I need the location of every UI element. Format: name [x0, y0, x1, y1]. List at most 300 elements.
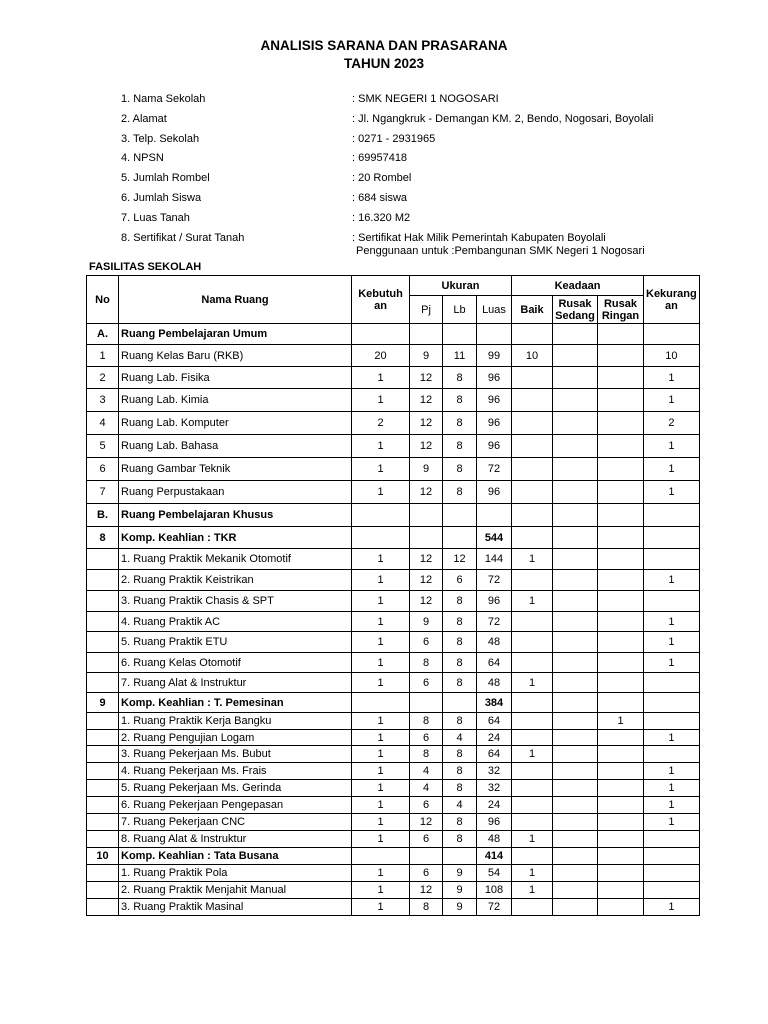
cell-lb [443, 693, 477, 713]
cell-lb: 8 [443, 591, 477, 612]
cell-pj: 12 [410, 882, 443, 899]
cell-baik [512, 780, 553, 797]
cell-nama-ruang: 8. Ruang Alat & Instruktur [119, 831, 352, 848]
header-pj: Pj [410, 296, 443, 324]
cell-luas [477, 504, 512, 527]
cell-lb: 8 [443, 632, 477, 653]
cell-no: 7 [87, 481, 119, 504]
cell-luas: 72 [477, 612, 512, 632]
cell-kebutuhan: 2 [352, 412, 410, 435]
cell-luas: 96 [477, 435, 512, 458]
info-label: 8. Sertifikat / Surat Tanah [121, 231, 245, 244]
cell-pj: 12 [410, 570, 443, 591]
cell-baik: 1 [512, 746, 553, 763]
cell-kekurangan: 1 [644, 814, 700, 831]
cell-rusak-ringan [598, 797, 644, 814]
table-row [87, 848, 700, 865]
cell-kekurangan [644, 527, 700, 549]
cell-baik [512, 458, 553, 481]
cell-kekurangan: 1 [644, 570, 700, 591]
cell-kekurangan [644, 713, 700, 730]
cell-pj: 6 [410, 673, 443, 693]
info-label: 3. Telp. Sekolah [121, 132, 200, 145]
cell-rusak-ringan [598, 389, 644, 412]
cell-nama-ruang: 1. Ruang Praktik Pola [119, 865, 352, 882]
cell-kebutuhan: 1 [352, 763, 410, 780]
cell-kekurangan [644, 746, 700, 763]
header-ukuran: Ukuran [410, 276, 512, 296]
cell-no [87, 570, 119, 591]
table-row [87, 527, 700, 549]
cell-rusak-ringan [598, 848, 644, 865]
cell-nama-ruang: 5. Ruang Praktik ETU [119, 632, 352, 653]
cell-nama-ruang: 1. Ruang Praktik Kerja Bangku [119, 713, 352, 730]
cell-rusak-ringan [598, 324, 644, 345]
cell-baik [512, 814, 553, 831]
cell-pj: 6 [410, 797, 443, 814]
info-value: : 20 Rombel [352, 172, 412, 185]
cell-kekurangan: 1 [644, 899, 700, 916]
cell-rusak-ringan [598, 780, 644, 797]
cell-pj: 9 [410, 458, 443, 481]
cell-kebutuhan: 1 [352, 865, 410, 882]
cell-rusak-ringan [598, 345, 644, 367]
cell-pj [410, 527, 443, 549]
cell-rusak-ringan [598, 746, 644, 763]
cell-baik [512, 367, 553, 389]
cell-pj: 12 [410, 549, 443, 570]
cell-nama-ruang: Komp. Keahlian : T. Pemesinan [119, 693, 352, 713]
table-row [87, 814, 700, 831]
header-rusak-ringan [598, 296, 644, 324]
header-lb: Lb [443, 296, 477, 324]
cell-nama-ruang: 3. Ruang Pekerjaan Ms. Bubut [119, 746, 352, 763]
cell-luas: 96 [477, 412, 512, 435]
table-row [87, 345, 700, 367]
cell-baik: 1 [512, 591, 553, 612]
table-row [87, 797, 700, 814]
cell-rusak-sedang [553, 814, 598, 831]
cell-baik [512, 570, 553, 591]
cell-rusak-sedang [553, 389, 598, 412]
cell-no [87, 797, 119, 814]
cell-lb: 6 [443, 570, 477, 591]
cell-no [87, 882, 119, 899]
cell-rusak-sedang [553, 713, 598, 730]
header-luas: Luas [477, 296, 512, 324]
cell-rusak-sedang [553, 458, 598, 481]
cell-lb: 8 [443, 653, 477, 673]
cell-kebutuhan [352, 504, 410, 527]
cell-baik: 1 [512, 831, 553, 848]
cell-luas: 108 [477, 882, 512, 899]
cell-rusak-sedang [553, 746, 598, 763]
cell-kebutuhan: 1 [352, 673, 410, 693]
cell-rusak-ringan [598, 367, 644, 389]
cell-no [87, 612, 119, 632]
cell-no [87, 591, 119, 612]
cell-pj: 4 [410, 780, 443, 797]
cell-rusak-sedang [553, 345, 598, 367]
cell-kekurangan: 1 [644, 389, 700, 412]
cell-lb [443, 504, 477, 527]
cell-rusak-sedang [553, 570, 598, 591]
table-row [87, 780, 700, 797]
cell-baik [512, 848, 553, 865]
cell-no [87, 763, 119, 780]
cell-rusak-ringan [598, 412, 644, 435]
cell-kebutuhan: 20 [352, 345, 410, 367]
cell-pj: 12 [410, 435, 443, 458]
cell-lb: 8 [443, 389, 477, 412]
cell-lb: 8 [443, 831, 477, 848]
table-row [87, 591, 700, 612]
cell-pj: 12 [410, 481, 443, 504]
cell-nama-ruang: Ruang Lab. Fisika [119, 367, 352, 389]
cell-baik [512, 713, 553, 730]
cell-rusak-sedang [553, 324, 598, 345]
cell-lb [443, 324, 477, 345]
cell-luas: 96 [477, 814, 512, 831]
cell-no: 2 [87, 367, 119, 389]
cell-rusak-sedang [553, 673, 598, 693]
cell-kebutuhan: 1 [352, 713, 410, 730]
cell-luas: 24 [477, 730, 512, 746]
cell-rusak-sedang [553, 780, 598, 797]
cell-no: 1 [87, 345, 119, 367]
table-row [87, 713, 700, 730]
cell-no: 9 [87, 693, 119, 713]
cell-kebutuhan: 1 [352, 632, 410, 653]
cell-luas: 64 [477, 653, 512, 673]
table-row [87, 831, 700, 848]
document-year: TAHUN 2023 [343, 56, 425, 71]
cell-rusak-ringan [598, 673, 644, 693]
cell-luas: 72 [477, 899, 512, 916]
table-row [87, 632, 700, 653]
cell-rusak-sedang [553, 549, 598, 570]
cell-lb: 12 [443, 549, 477, 570]
cell-kebutuhan: 1 [352, 899, 410, 916]
cell-rusak-ringan [598, 653, 644, 673]
table-row [87, 367, 700, 389]
cell-baik [512, 693, 553, 713]
header-kekurangan-line1: Kekurang [646, 287, 697, 300]
info-value: : 684 siswa [352, 191, 408, 204]
cell-kebutuhan [352, 848, 410, 865]
cell-no [87, 730, 119, 746]
cell-nama-ruang: Ruang Kelas Baru (RKB) [119, 345, 352, 367]
cell-kebutuhan: 1 [352, 481, 410, 504]
info-label: 1. Nama Sekolah [121, 93, 206, 105]
cell-nama-ruang: Ruang Gambar Teknik [119, 458, 352, 481]
cell-baik [512, 504, 553, 527]
cell-rusak-sedang [553, 730, 598, 746]
cell-kebutuhan: 1 [352, 435, 410, 458]
cell-rusak-ringan [598, 527, 644, 549]
cell-kekurangan [644, 693, 700, 713]
cell-luas: 32 [477, 763, 512, 780]
header-keadaan: Keadaan [512, 276, 644, 296]
cell-luas: 99 [477, 345, 512, 367]
facilities-table [86, 275, 700, 916]
facilities-table-body [87, 324, 700, 916]
cell-nama-ruang: 2. Ruang Praktik Keistrikan [119, 570, 352, 591]
cell-no: 5 [87, 435, 119, 458]
cell-pj [410, 693, 443, 713]
table-row [87, 389, 700, 412]
cell-baik [512, 389, 553, 412]
table-row [87, 865, 700, 882]
cell-rusak-ringan [598, 481, 644, 504]
info-value: : 69957418 [352, 152, 408, 165]
cell-pj: 8 [410, 899, 443, 916]
cell-pj: 8 [410, 653, 443, 673]
cell-baik: 1 [512, 549, 553, 570]
cell-kebutuhan: 1 [352, 746, 410, 763]
cell-rusak-sedang [553, 653, 598, 673]
table-row [87, 899, 700, 916]
table-row [87, 481, 700, 504]
cell-no [87, 831, 119, 848]
info-label: 2. Alamat [121, 112, 167, 125]
cell-nama-ruang: Ruang Perpustakaan [119, 481, 352, 504]
cell-kekurangan: 1 [644, 481, 700, 504]
cell-nama-ruang: Ruang Pembelajaran Umum [119, 324, 352, 345]
cell-luas: 48 [477, 673, 512, 693]
cell-lb: 9 [443, 899, 477, 916]
info-value: : Jl. Ngangkruk - Demangan KM. 2, Bendo, Nogosari, Boyolali [352, 112, 654, 125]
info-value: : SMK NEGERI 1 NOGOSARI [352, 93, 499, 105]
cell-lb: 8 [443, 780, 477, 797]
cell-kekurangan [644, 504, 700, 527]
cell-rusak-ringan [598, 814, 644, 831]
cell-rusak-ringan [598, 882, 644, 899]
document-title: ANALISIS SARANA DAN PRASARANA [260, 38, 508, 53]
cell-nama-ruang: Ruang Lab. Kimia [119, 389, 352, 412]
header-kebutuhan-line2: an [374, 299, 387, 312]
cell-lb: 8 [443, 412, 477, 435]
cell-rusak-ringan [598, 435, 644, 458]
cell-luas: 64 [477, 713, 512, 730]
cell-no: B. [87, 504, 119, 527]
cell-rusak-sedang [553, 882, 598, 899]
table-row [87, 570, 700, 591]
cell-lb: 8 [443, 713, 477, 730]
school-info [121, 93, 721, 257]
cell-pj: 12 [410, 814, 443, 831]
cell-pj: 6 [410, 730, 443, 746]
info-row [121, 93, 721, 113]
cell-rusak-sedang [553, 591, 598, 612]
table-row [87, 324, 700, 345]
header-no: No [87, 276, 119, 324]
cell-rusak-ringan [598, 570, 644, 591]
cell-lb: 4 [443, 797, 477, 814]
header-rusak-ringan-line1: Rusak [603, 297, 638, 310]
cell-pj [410, 324, 443, 345]
cell-rusak-sedang [553, 763, 598, 780]
info-row [121, 212, 721, 232]
cell-luas: 544 [477, 527, 512, 549]
cell-no [87, 673, 119, 693]
cell-kebutuhan: 1 [352, 780, 410, 797]
cell-kekurangan: 1 [644, 780, 700, 797]
cell-no: 10 [87, 848, 119, 865]
table-row [87, 693, 700, 713]
cell-luas: 96 [477, 591, 512, 612]
cell-kebutuhan: 1 [352, 591, 410, 612]
cell-kekurangan [644, 882, 700, 899]
cell-pj: 12 [410, 591, 443, 612]
cell-lb: 8 [443, 763, 477, 780]
header-kebutuhan-line1: Kebutuh [358, 287, 403, 300]
cell-rusak-sedang [553, 831, 598, 848]
info-value: : 0271 - 2931965 [352, 132, 436, 145]
cell-baik [512, 899, 553, 916]
cell-nama-ruang: 4. Ruang Pekerjaan Ms. Frais [119, 763, 352, 780]
cell-kebutuhan: 1 [352, 389, 410, 412]
cell-nama-ruang: 6. Ruang Pekerjaan Pengepasan [119, 797, 352, 814]
table-row [87, 653, 700, 673]
cell-kekurangan: 1 [644, 367, 700, 389]
info-row [121, 231, 721, 257]
cell-baik [512, 632, 553, 653]
cell-nama-ruang: Komp. Keahlian : Tata Busana [119, 848, 352, 865]
cell-kebutuhan: 1 [352, 797, 410, 814]
cell-kekurangan: 10 [644, 345, 700, 367]
cell-lb [443, 848, 477, 865]
cell-luas [477, 324, 512, 345]
info-value: : 16.320 M2 [352, 211, 411, 224]
cell-rusak-ringan [598, 458, 644, 481]
cell-rusak-sedang [553, 435, 598, 458]
cell-luas: 72 [477, 458, 512, 481]
cell-rusak-ringan [598, 763, 644, 780]
cell-luas: 48 [477, 831, 512, 848]
cell-no [87, 814, 119, 831]
info-value: : Sertifikat Hak Milik Pemerintah Kabupaten Boyolali [352, 231, 606, 244]
cell-lb: 9 [443, 865, 477, 882]
cell-baik [512, 730, 553, 746]
cell-luas: 54 [477, 865, 512, 882]
cell-kekurangan [644, 591, 700, 612]
cell-rusak-ringan [598, 865, 644, 882]
info-row [121, 172, 721, 192]
table-row [87, 435, 700, 458]
cell-kekurangan [644, 549, 700, 570]
cell-kebutuhan: 1 [352, 653, 410, 673]
table-row [87, 504, 700, 527]
cell-nama-ruang: 3. Ruang Praktik Masinal [119, 899, 352, 916]
cell-kebutuhan: 1 [352, 612, 410, 632]
info-label: 5. Jumlah Rombel [121, 172, 210, 185]
cell-luas: 144 [477, 549, 512, 570]
cell-baik [512, 481, 553, 504]
cell-no: 4 [87, 412, 119, 435]
cell-kebutuhan: 1 [352, 549, 410, 570]
cell-no [87, 713, 119, 730]
cell-lb: 11 [443, 345, 477, 367]
info-row [121, 152, 721, 172]
header-rusak-sedang [553, 296, 598, 324]
header-baik: Baik [512, 296, 553, 324]
cell-rusak-sedang [553, 693, 598, 713]
cell-lb: 8 [443, 612, 477, 632]
cell-pj [410, 848, 443, 865]
cell-nama-ruang: 5. Ruang Pekerjaan Ms. Gerinda [119, 780, 352, 797]
cell-luas: 96 [477, 389, 512, 412]
cell-kebutuhan: 1 [352, 730, 410, 746]
cell-pj: 12 [410, 367, 443, 389]
info-label: 6. Jumlah Siswa [121, 191, 202, 204]
cell-baik [512, 412, 553, 435]
info-value-continuation: Penggunaan untuk :Pembangunan SMK Negeri 1 Nogosari [356, 244, 645, 257]
header-rusak-ringan-line2: Ringan [601, 309, 640, 322]
cell-luas: 24 [477, 797, 512, 814]
cell-baik [512, 324, 553, 345]
cell-lb: 8 [443, 458, 477, 481]
cell-baik [512, 763, 553, 780]
cell-luas: 414 [477, 848, 512, 865]
cell-nama-ruang: 1. Ruang Praktik Mekanik Otomotif [119, 549, 352, 570]
table-row [87, 412, 700, 435]
cell-rusak-sedang [553, 612, 598, 632]
cell-no [87, 865, 119, 882]
header-kekurangan-line2: an [664, 299, 678, 312]
cell-pj: 4 [410, 763, 443, 780]
cell-rusak-ringan [598, 730, 644, 746]
cell-baik [512, 435, 553, 458]
cell-no [87, 780, 119, 797]
table-row [87, 612, 700, 632]
cell-rusak-sedang [553, 797, 598, 814]
cell-lb: 8 [443, 746, 477, 763]
cell-luas: 64 [477, 746, 512, 763]
cell-no [87, 653, 119, 673]
cell-nama-ruang: 3. Ruang Praktik Chasis & SPT [119, 591, 352, 612]
cell-pj: 8 [410, 746, 443, 763]
cell-lb: 4 [443, 730, 477, 746]
cell-kebutuhan: 1 [352, 882, 410, 899]
cell-kekurangan [644, 673, 700, 693]
cell-pj: 12 [410, 389, 443, 412]
header-rusak-sedang-line1: Rusak [558, 297, 592, 310]
cell-rusak-ringan [598, 549, 644, 570]
table-row [87, 882, 700, 899]
cell-pj: 8 [410, 713, 443, 730]
cell-baik [512, 527, 553, 549]
cell-rusak-ringan [598, 612, 644, 632]
cell-rusak-sedang [553, 848, 598, 865]
cell-kebutuhan [352, 693, 410, 713]
cell-baik: 10 [512, 345, 553, 367]
cell-kekurangan: 1 [644, 653, 700, 673]
cell-kekurangan: 1 [644, 632, 700, 653]
cell-luas: 72 [477, 570, 512, 591]
cell-lb: 8 [443, 435, 477, 458]
cell-nama-ruang: 2. Ruang Pengujian Logam [119, 730, 352, 746]
cell-kebutuhan: 1 [352, 458, 410, 481]
cell-rusak-sedang [553, 504, 598, 527]
cell-lb: 8 [443, 367, 477, 389]
cell-kebutuhan: 1 [352, 831, 410, 848]
cell-baik [512, 612, 553, 632]
cell-rusak-ringan [598, 591, 644, 612]
cell-rusak-sedang [553, 367, 598, 389]
table-row [87, 458, 700, 481]
cell-luas: 48 [477, 632, 512, 653]
